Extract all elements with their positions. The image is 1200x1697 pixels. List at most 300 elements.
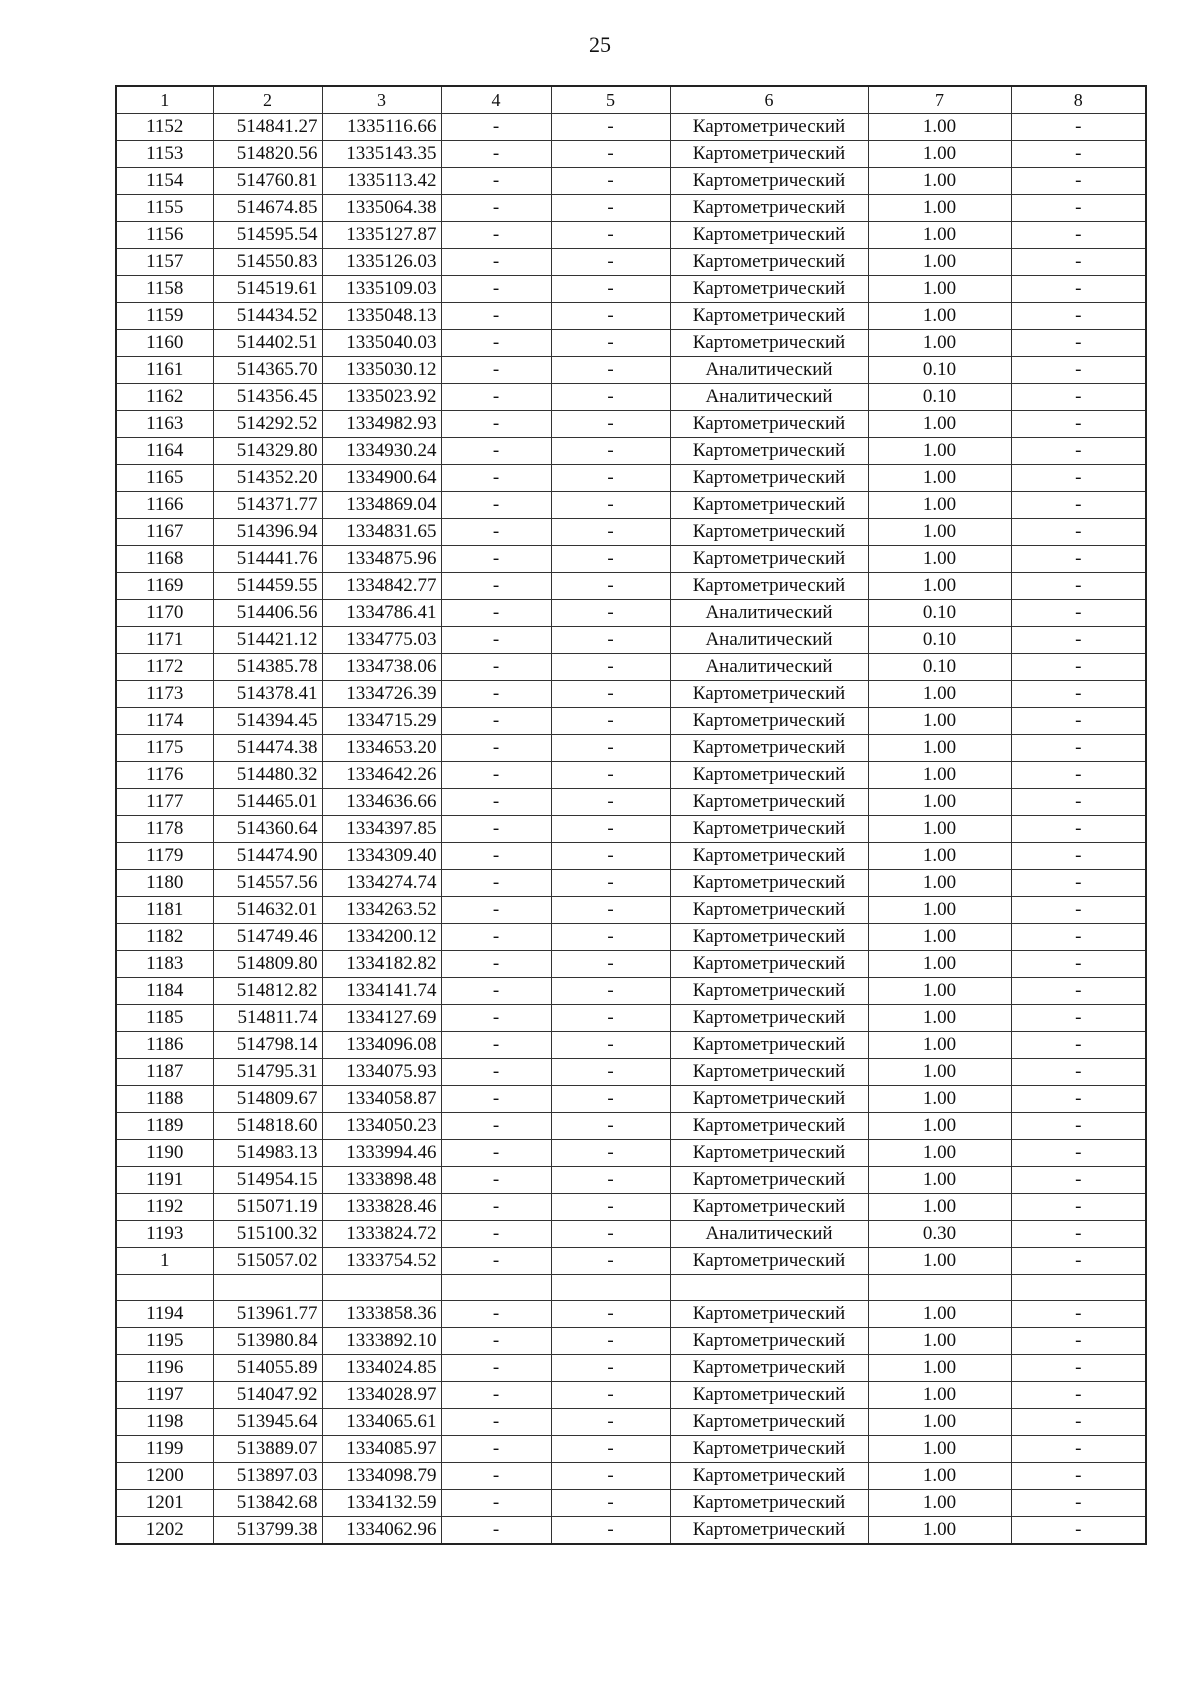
accuracy-cell: 1.00	[868, 141, 1011, 168]
point-number-cell: 1191	[116, 1167, 213, 1194]
y-coordinate-cell: 1333858.36	[322, 1301, 441, 1328]
column-5-cell: -	[551, 546, 670, 573]
column-8-cell: -	[1011, 1140, 1146, 1167]
table-row	[116, 735, 1146, 762]
accuracy-cell: 1.00	[868, 1005, 1011, 1032]
point-number-cell: 1181	[116, 897, 213, 924]
y-coordinate-cell: 1334062.96	[322, 1517, 441, 1545]
column-8-cell: -	[1011, 492, 1146, 519]
column-4-cell: -	[441, 411, 551, 438]
column-8-cell: -	[1011, 1194, 1146, 1221]
x-coordinate-cell: 513980.84	[213, 1328, 322, 1355]
column-5-cell: -	[551, 789, 670, 816]
column-5-cell: -	[551, 1086, 670, 1113]
column-4-cell: -	[441, 1490, 551, 1517]
x-coordinate-cell: 514459.55	[213, 573, 322, 600]
column-8-cell: -	[1011, 1517, 1146, 1545]
y-coordinate-cell: 1334085.97	[322, 1436, 441, 1463]
x-coordinate-cell: 514480.32	[213, 762, 322, 789]
y-coordinate-cell: 1334775.03	[322, 627, 441, 654]
accuracy-cell: 1.00	[868, 1490, 1011, 1517]
column-5-cell: -	[551, 438, 670, 465]
point-number-cell: 1192	[116, 1194, 213, 1221]
accuracy-cell: 1.00	[868, 546, 1011, 573]
column-5-cell: -	[551, 1248, 670, 1275]
accuracy-cell: 1.00	[868, 276, 1011, 303]
column-5-cell: -	[551, 600, 670, 627]
table-row	[116, 951, 1146, 978]
column-4-cell: -	[441, 654, 551, 681]
method-cell: Картометрический	[670, 951, 868, 978]
column-8-cell: -	[1011, 1086, 1146, 1113]
column-4-cell: -	[441, 249, 551, 276]
point-number-cell: 1168	[116, 546, 213, 573]
accuracy-cell: 1.00	[868, 951, 1011, 978]
column-8-cell: -	[1011, 843, 1146, 870]
x-coordinate-cell: 514820.56	[213, 141, 322, 168]
column-8-cell	[1011, 1275, 1146, 1301]
point-number-cell: 1171	[116, 627, 213, 654]
table-row	[116, 1113, 1146, 1140]
x-coordinate-cell: 514550.83	[213, 249, 322, 276]
x-coordinate-cell: 514812.82	[213, 978, 322, 1005]
column-8-cell: -	[1011, 681, 1146, 708]
y-coordinate-cell: 1334132.59	[322, 1490, 441, 1517]
table-row	[116, 1059, 1146, 1086]
column-4-cell: -	[441, 681, 551, 708]
table-row	[116, 924, 1146, 951]
y-coordinate-cell: 1334127.69	[322, 1005, 441, 1032]
method-cell: Картометрический	[670, 735, 868, 762]
method-cell: Картометрический	[670, 1140, 868, 1167]
y-coordinate-cell: 1335030.12	[322, 357, 441, 384]
column-4-cell: -	[441, 1194, 551, 1221]
point-number-cell: 1173	[116, 681, 213, 708]
x-coordinate-cell: 514371.77	[213, 492, 322, 519]
table-header-row	[116, 86, 1146, 114]
column-5-cell: -	[551, 357, 670, 384]
table-row	[116, 141, 1146, 168]
column-8-cell: -	[1011, 1355, 1146, 1382]
y-coordinate-cell: 1333994.46	[322, 1140, 441, 1167]
table-row	[116, 789, 1146, 816]
y-coordinate-cell: 1334636.66	[322, 789, 441, 816]
column-header: 8	[1011, 86, 1146, 114]
method-cell: Картометрический	[670, 1490, 868, 1517]
table-row	[116, 519, 1146, 546]
x-coordinate-cell: 514421.12	[213, 627, 322, 654]
column-5-cell: -	[551, 1463, 670, 1490]
accuracy-cell: 1.00	[868, 573, 1011, 600]
x-coordinate-cell: 514954.15	[213, 1167, 322, 1194]
column-header: 3	[322, 86, 441, 114]
accuracy-cell: 1.00	[868, 465, 1011, 492]
table-row	[116, 411, 1146, 438]
column-5-cell: -	[551, 978, 670, 1005]
point-number-cell: 1163	[116, 411, 213, 438]
accuracy-cell: 1.00	[868, 411, 1011, 438]
column-8-cell: -	[1011, 708, 1146, 735]
column-8-cell: -	[1011, 519, 1146, 546]
column-5-cell: -	[551, 519, 670, 546]
x-coordinate-cell: 514352.20	[213, 465, 322, 492]
accuracy-cell: 1.00	[868, 1301, 1011, 1328]
x-coordinate-cell: 514394.45	[213, 708, 322, 735]
table-row	[116, 1221, 1146, 1248]
column-8-cell: -	[1011, 384, 1146, 411]
x-coordinate-cell: 514047.92	[213, 1382, 322, 1409]
x-coordinate-cell: 513842.68	[213, 1490, 322, 1517]
column-8-cell: -	[1011, 141, 1146, 168]
table-row	[116, 762, 1146, 789]
x-coordinate-cell: 514595.54	[213, 222, 322, 249]
point-number-cell: 1183	[116, 951, 213, 978]
method-cell	[670, 1275, 868, 1301]
y-coordinate-cell: 1335109.03	[322, 276, 441, 303]
accuracy-cell: 1.00	[868, 1167, 1011, 1194]
y-coordinate-cell: 1334050.23	[322, 1113, 441, 1140]
column-4-cell: -	[441, 789, 551, 816]
column-8-cell: -	[1011, 1113, 1146, 1140]
column-4-cell: -	[441, 1059, 551, 1086]
column-4-cell: -	[441, 330, 551, 357]
column-5-cell: -	[551, 168, 670, 195]
column-5-cell: -	[551, 897, 670, 924]
accuracy-cell: 1.00	[868, 843, 1011, 870]
coordinates-table	[115, 85, 1147, 1545]
y-coordinate-cell: 1334738.06	[322, 654, 441, 681]
table-row	[116, 1301, 1146, 1328]
column-5-cell: -	[551, 627, 670, 654]
y-coordinate-cell: 1334397.85	[322, 816, 441, 843]
accuracy-cell: 1.00	[868, 330, 1011, 357]
accuracy-cell: 1.00	[868, 1463, 1011, 1490]
table-row	[116, 384, 1146, 411]
table-row	[116, 1328, 1146, 1355]
x-coordinate-cell: 514378.41	[213, 681, 322, 708]
x-coordinate-cell: 515071.19	[213, 1194, 322, 1221]
method-cell: Картометрический	[670, 1463, 868, 1490]
column-5-cell: -	[551, 924, 670, 951]
accuracy-cell: 1.00	[868, 789, 1011, 816]
point-number-cell: 1157	[116, 249, 213, 276]
y-coordinate-cell: 1334900.64	[322, 465, 441, 492]
column-4-cell: -	[441, 1355, 551, 1382]
table-row	[116, 303, 1146, 330]
point-number-cell: 1182	[116, 924, 213, 951]
table-row	[116, 870, 1146, 897]
accuracy-cell: 1.00	[868, 438, 1011, 465]
method-cell: Картометрический	[670, 195, 868, 222]
accuracy-cell: 0.10	[868, 654, 1011, 681]
point-number-cell: 1166	[116, 492, 213, 519]
accuracy-cell: 1.00	[868, 1059, 1011, 1086]
column-8-cell: -	[1011, 465, 1146, 492]
column-5-cell: -	[551, 951, 670, 978]
point-number-cell: 1199	[116, 1436, 213, 1463]
accuracy-cell: 1.00	[868, 519, 1011, 546]
point-number-cell: 1162	[116, 384, 213, 411]
y-coordinate-cell: 1334642.26	[322, 762, 441, 789]
column-8-cell: -	[1011, 924, 1146, 951]
column-5-cell: -	[551, 492, 670, 519]
accuracy-cell: 0.10	[868, 600, 1011, 627]
column-4-cell: -	[441, 1517, 551, 1545]
column-4-cell: -	[441, 1221, 551, 1248]
method-cell: Картометрический	[670, 708, 868, 735]
column-4-cell: -	[441, 1113, 551, 1140]
table-row	[116, 249, 1146, 276]
column-8-cell: -	[1011, 195, 1146, 222]
x-coordinate-cell: 513961.77	[213, 1301, 322, 1328]
x-coordinate-cell: 514674.85	[213, 195, 322, 222]
method-cell: Картометрический	[670, 114, 868, 141]
point-number-cell: 1202	[116, 1517, 213, 1545]
column-5-cell: -	[551, 843, 670, 870]
table-row	[116, 573, 1146, 600]
y-coordinate-cell: 1334058.87	[322, 1086, 441, 1113]
accuracy-cell: 1.00	[868, 1409, 1011, 1436]
table-row	[116, 1409, 1146, 1436]
column-8-cell: -	[1011, 546, 1146, 573]
point-number-cell: 1155	[116, 195, 213, 222]
accuracy-cell: 1.00	[868, 1248, 1011, 1275]
column-4-cell: -	[441, 1032, 551, 1059]
column-4-cell: -	[441, 816, 551, 843]
method-cell: Картометрический	[670, 1113, 868, 1140]
column-4-cell: -	[441, 438, 551, 465]
x-coordinate-cell: 514474.90	[213, 843, 322, 870]
accuracy-cell	[868, 1275, 1011, 1301]
column-5-cell: -	[551, 276, 670, 303]
x-coordinate-cell: 514798.14	[213, 1032, 322, 1059]
table-row	[116, 1248, 1146, 1275]
y-coordinate-cell: 1334141.74	[322, 978, 441, 1005]
method-cell: Картометрический	[670, 573, 868, 600]
accuracy-cell: 0.30	[868, 1221, 1011, 1248]
method-cell: Картометрический	[670, 1086, 868, 1113]
point-number-cell: 1169	[116, 573, 213, 600]
accuracy-cell: 1.00	[868, 1140, 1011, 1167]
column-8-cell: -	[1011, 411, 1146, 438]
accuracy-cell: 1.00	[868, 114, 1011, 141]
accuracy-cell: 1.00	[868, 1328, 1011, 1355]
column-8-cell: -	[1011, 222, 1146, 249]
column-4-cell: -	[441, 1436, 551, 1463]
method-cell: Картометрический	[670, 870, 868, 897]
column-4-cell: -	[441, 870, 551, 897]
column-5-cell: -	[551, 1194, 670, 1221]
column-4-cell: -	[441, 1005, 551, 1032]
column-8-cell: -	[1011, 627, 1146, 654]
column-5-cell: -	[551, 816, 670, 843]
column-8-cell: -	[1011, 1463, 1146, 1490]
column-5-cell: -	[551, 330, 670, 357]
column-8-cell: -	[1011, 1248, 1146, 1275]
method-cell: Картометрический	[670, 1328, 868, 1355]
column-4-cell: -	[441, 1167, 551, 1194]
method-cell: Картометрический	[670, 276, 868, 303]
x-coordinate-cell: 514474.38	[213, 735, 322, 762]
y-coordinate-cell: 1335064.38	[322, 195, 441, 222]
point-number-cell: 1184	[116, 978, 213, 1005]
point-number-cell: 1176	[116, 762, 213, 789]
x-coordinate-cell: 514760.81	[213, 168, 322, 195]
column-5-cell: -	[551, 465, 670, 492]
column-4-cell: -	[441, 1301, 551, 1328]
y-coordinate-cell: 1334653.20	[322, 735, 441, 762]
column-8-cell: -	[1011, 897, 1146, 924]
column-5-cell: -	[551, 573, 670, 600]
column-5-cell: -	[551, 1167, 670, 1194]
column-4-cell: -	[441, 978, 551, 1005]
method-cell: Картометрический	[670, 924, 868, 951]
y-coordinate-cell: 1334028.97	[322, 1382, 441, 1409]
column-5-cell	[551, 1275, 670, 1301]
column-4-cell	[441, 1275, 551, 1301]
x-coordinate-cell: 514365.70	[213, 357, 322, 384]
x-coordinate-cell: 513889.07	[213, 1436, 322, 1463]
accuracy-cell: 1.00	[868, 870, 1011, 897]
method-cell: Картометрический	[670, 843, 868, 870]
column-8-cell: -	[1011, 303, 1146, 330]
accuracy-cell: 1.00	[868, 978, 1011, 1005]
x-coordinate-cell: 514396.94	[213, 519, 322, 546]
method-cell: Картометрический	[670, 1032, 868, 1059]
point-number-cell: 1165	[116, 465, 213, 492]
point-number-cell: 1174	[116, 708, 213, 735]
table-row	[116, 1517, 1146, 1545]
point-number-cell: 1154	[116, 168, 213, 195]
point-number-cell: 1186	[116, 1032, 213, 1059]
point-number-cell: 1193	[116, 1221, 213, 1248]
x-coordinate-cell: 514434.52	[213, 303, 322, 330]
column-4-cell: -	[441, 573, 551, 600]
y-coordinate-cell: 1334786.41	[322, 600, 441, 627]
column-8-cell: -	[1011, 438, 1146, 465]
column-4-cell: -	[441, 276, 551, 303]
method-cell: Картометрический	[670, 816, 868, 843]
column-8-cell: -	[1011, 654, 1146, 681]
column-8-cell: -	[1011, 1409, 1146, 1436]
table-row	[116, 627, 1146, 654]
table-row	[116, 1490, 1146, 1517]
table-row	[116, 1086, 1146, 1113]
x-coordinate-cell: 514356.45	[213, 384, 322, 411]
x-coordinate-cell: 513799.38	[213, 1517, 322, 1545]
column-4-cell: -	[441, 357, 551, 384]
column-5-cell: -	[551, 1059, 670, 1086]
column-5-cell: -	[551, 1490, 670, 1517]
point-number-cell: 1159	[116, 303, 213, 330]
y-coordinate-cell: 1333898.48	[322, 1167, 441, 1194]
table-row	[116, 1140, 1146, 1167]
point-number-cell: 1167	[116, 519, 213, 546]
column-header: 7	[868, 86, 1011, 114]
table-row	[116, 1382, 1146, 1409]
y-coordinate-cell: 1333892.10	[322, 1328, 441, 1355]
column-8-cell: -	[1011, 330, 1146, 357]
y-coordinate-cell: 1335023.92	[322, 384, 441, 411]
accuracy-cell: 1.00	[868, 762, 1011, 789]
column-8-cell: -	[1011, 357, 1146, 384]
column-4-cell: -	[441, 1463, 551, 1490]
column-5-cell: -	[551, 654, 670, 681]
x-coordinate-cell: 514519.61	[213, 276, 322, 303]
column-4-cell: -	[441, 924, 551, 951]
y-coordinate-cell: 1335126.03	[322, 249, 441, 276]
table-row	[116, 492, 1146, 519]
table-row	[116, 816, 1146, 843]
column-5-cell: -	[551, 1140, 670, 1167]
x-coordinate-cell: 515057.02	[213, 1248, 322, 1275]
accuracy-cell: 1.00	[868, 222, 1011, 249]
table-row	[116, 1194, 1146, 1221]
accuracy-cell: 1.00	[868, 681, 1011, 708]
table-row	[116, 168, 1146, 195]
method-cell: Аналитический	[670, 1221, 868, 1248]
method-cell: Аналитический	[670, 600, 868, 627]
method-cell: Картометрический	[670, 1436, 868, 1463]
method-cell: Картометрический	[670, 546, 868, 573]
column-4-cell: -	[441, 1382, 551, 1409]
point-number-cell: 1158	[116, 276, 213, 303]
column-4-cell: -	[441, 195, 551, 222]
method-cell: Картометрический	[670, 1301, 868, 1328]
column-4-cell: -	[441, 951, 551, 978]
x-coordinate-cell: 514632.01	[213, 897, 322, 924]
method-cell: Аналитический	[670, 654, 868, 681]
x-coordinate-cell: 513897.03	[213, 1463, 322, 1490]
y-coordinate-cell: 1334875.96	[322, 546, 441, 573]
point-number-cell: 1170	[116, 600, 213, 627]
column-5-cell: -	[551, 708, 670, 735]
column-8-cell: -	[1011, 573, 1146, 600]
x-coordinate-cell: 514795.31	[213, 1059, 322, 1086]
accuracy-cell: 1.00	[868, 492, 1011, 519]
method-cell: Картометрический	[670, 465, 868, 492]
column-8-cell: -	[1011, 951, 1146, 978]
y-coordinate-cell: 1335048.13	[322, 303, 441, 330]
point-number-cell	[116, 1275, 213, 1301]
y-coordinate-cell: 1334715.29	[322, 708, 441, 735]
y-coordinate-cell: 1334842.77	[322, 573, 441, 600]
column-5-cell: -	[551, 1355, 670, 1382]
point-number-cell: 1156	[116, 222, 213, 249]
column-5-cell: -	[551, 1517, 670, 1545]
y-coordinate-cell: 1333754.52	[322, 1248, 441, 1275]
table-row	[116, 1436, 1146, 1463]
table-row	[116, 1032, 1146, 1059]
x-coordinate-cell: 514818.60	[213, 1113, 322, 1140]
column-8-cell: -	[1011, 870, 1146, 897]
column-4-cell: -	[441, 897, 551, 924]
table-row	[116, 1005, 1146, 1032]
x-coordinate-cell: 514465.01	[213, 789, 322, 816]
y-coordinate-cell: 1334024.85	[322, 1355, 441, 1382]
column-8-cell: -	[1011, 978, 1146, 1005]
y-coordinate-cell: 1334075.93	[322, 1059, 441, 1086]
column-8-cell: -	[1011, 168, 1146, 195]
column-5-cell: -	[551, 735, 670, 762]
point-number-cell: 1164	[116, 438, 213, 465]
y-coordinate-cell: 1335040.03	[322, 330, 441, 357]
column-4-cell: -	[441, 492, 551, 519]
point-number-cell: 1177	[116, 789, 213, 816]
column-4-cell: -	[441, 546, 551, 573]
point-number-cell: 1172	[116, 654, 213, 681]
table-row	[116, 843, 1146, 870]
